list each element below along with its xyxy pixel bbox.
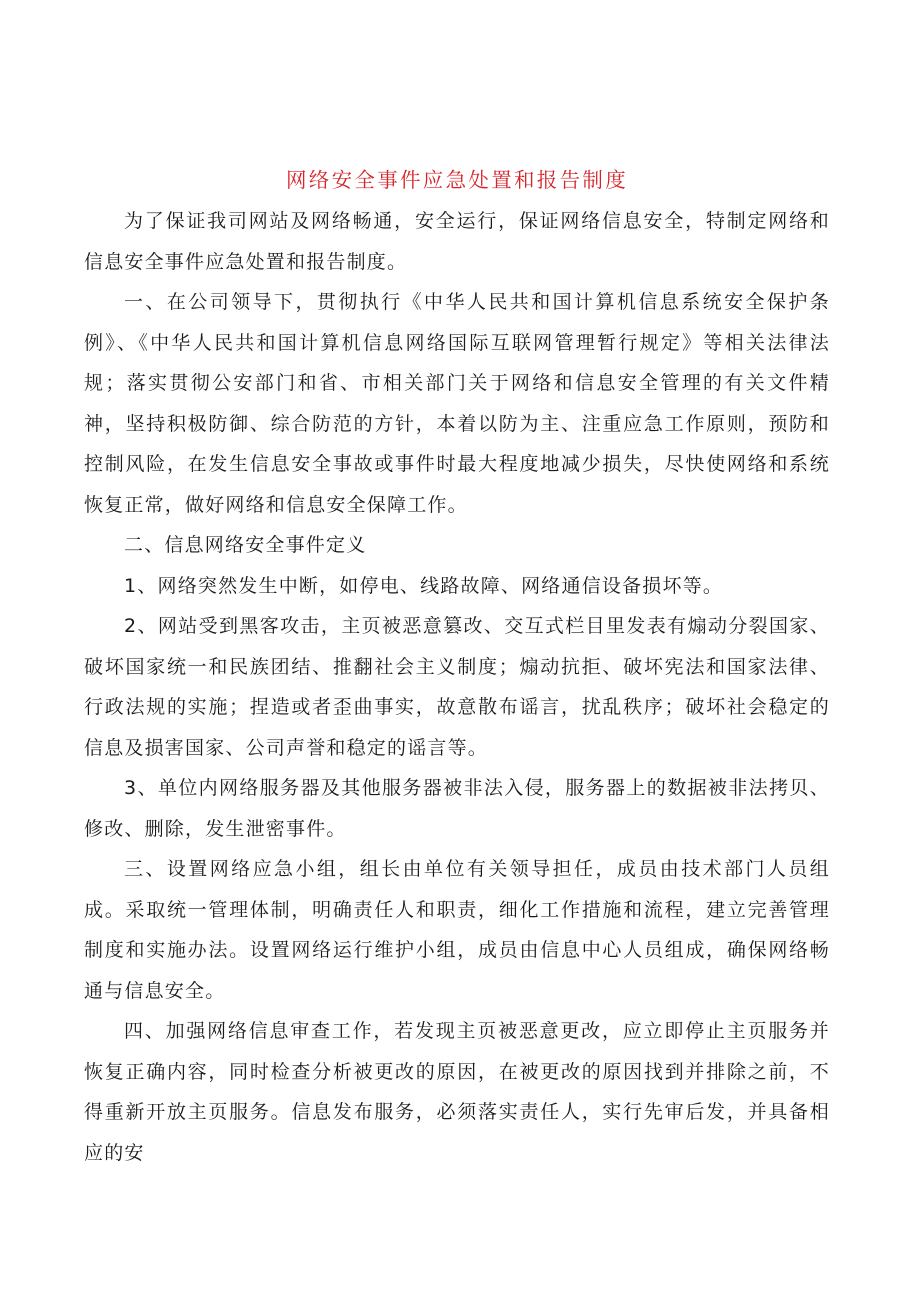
document-title: 网络安全事件应急处置和报告制度 [286,168,628,192]
paragraph-intro: 为了保证我司网站及网络畅通，安全运行，保证网络信息安全，特制定网络和信息安全事件应急处置和报告制度。 [84,210,830,273]
document-body [84,162,830,1173]
paragraph-item-1: 1、网络突然发生中断，如停电、线路故障、网络通信设备损坏等。 [124,574,724,597]
paragraph-item-3: 3、单位内网络服务器及其他服务器被非法入侵，服务器上的数据被非法拷贝、修改、删除，发生泄密事件。 [84,777,830,840]
paragraph-item-2: 2、网站受到黑客攻击，主页被恶意篡改、交互式栏目里发表有煽动分裂国家、破坏国家统一和民族团结、推翻社会主义制度；煽动抗拒、破坏宪法和国家法律、行政法规的实施；捏造或者歪曲事实，故意散布谣言，扰乱秩序；破坏社会稳定的信息及损害国家、公司声誉和稳定的谣言等。 [84,615,830,759]
paragraph-section-3: 三、设置网络应急小组，组长由单位有关领导担任，成员由技术部门人员组成。采取统一管理体制，明确责任人和职责，细化工作措施和流程，建立完善管理制度和实施办法。设置网络运行维护小组，成员由信息中心人员组成，确保网络畅通与信息安全。 [84,858,830,1002]
paragraph-section-1: 一、在公司领导下，贯彻执行《中华人民共和国计算机信息系统安全保护条例》、《中华人民共和国计算机信息网络国际互联网管理暂行规定》等相关法律法规；落实贯彻公安部门和省、市相关部门关于网络和信息安全管理的有关文件精神，坚持积极防御、综合防范的方针，本着以防为主、注重应急工作原则，预防和控制风险，在发生信息安全事故或事件时最大程度地减少损失，尽快使网络和系统恢复正常，做好网络和信息安全保障工作。 [84,291,830,516]
paragraph-section-2-heading: 二、信息网络安全事件定义 [124,534,367,556]
paragraph-section-4: 四、加强网络信息审查工作，若发现主页被恶意更改，应立即停止主页服务并恢复正确内容，同时检查分析被更改的原因，在被更改的原因找到并排除之前，不得重新开放主页服务。信息发布服务，必须落实责任人，实行先审后发，并具备相应的安 [84,1020,830,1164]
